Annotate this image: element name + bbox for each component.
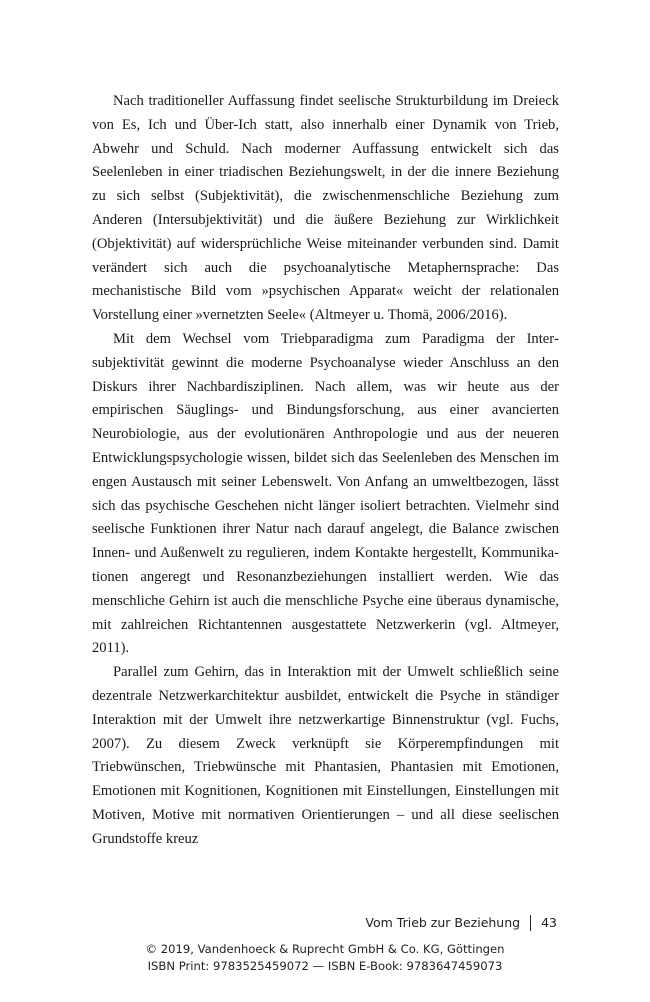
- body-text: [92, 90, 559, 852]
- paragraph-3: Parallel zum Gehirn, das in Interaktion mit der Umwelt schließlich seine dezentrale Netzwerkarchitektur ausbildet, entwickelt die Psyche in ständiger Interaktion mit der Umwelt ihre netzwerkartige Binnenstruktur (vgl. Fuchs, 2007). Zu diesem Zweck verknüpft sie Körperempfindungen mit Triebwünschen, Triebwünsche mit Phantasien, Phantasien mit Emotionen, Emotionen mit Kognitionen, Kognitionen mit Einstellungen, Einstellungen mit Motiven, Motive mit normativen Orientierungen – und all diese seelischen Grundstoffe kreuz: [92, 664, 559, 847]
- page-number: 43: [541, 915, 557, 930]
- paragraph-2: Mit dem Wechsel vom Triebparadigma zum Paradigma der Intersubjektivität gewinnt die moderne Psychoanalyse wieder Anschluss an den Diskurs ihrer Nachbardisziplinen. Nach allem, was wir heute aus der empirischen Säuglings- und Bindungsforschung, aus einer avancierten Neurobiologie, aus der evolutionären Anthropologie und aus der neueren Entwicklungspsychologie wissen, bildet sich das Seelenleben des Menschen im engen Austausch mit seiner Lebenswelt. Von Anfang an umweltbezogen, lässt sich das psychische Geschehen nicht länger isoliert betrachten. Vielmehr sind seelische Funktionen ihrer Natur nach darauf angelegt, die Balance zwischen Innen- und Außenwelt zu regulieren, indem Kontakte hergestellt, Kommunikationen angeregt und Resonanzbeziehungen installiert werden. Wie das menschliche Gehirn ist auch die menschliche Psyche eine überaus dynamische, mit zahlreichen Richtantennen ausgestattete Netzwerkerin (vgl. Altmeyer, 2011).: [92, 330, 559, 657]
- running-title: Vom Trieb zur Beziehung: [365, 915, 521, 930]
- paragraph-1: Nach traditioneller Auffassung findet seelische Strukturbildung im Dreieck von Es, Ich und Über-Ich statt, also innerhalb einer Dynamik von Trieb, Abwehr und Schuld. Nach moderner Auffassung entwickelt sich das Seelenleben in einer triadischen Beziehungswelt, in der die innere Beziehung zu sich selbst (Subjektivität), die zwischenmenschliche Beziehung zum Anderen (Intersubjektivität) und die äußere Beziehung zur Wirklichkeit (Objektivität) auf widersprüchliche Weise miteinander verbunden sind. Damit verändert sich auch die psychoanalytische Metaphernsprache: Das mechanistische Bild vom »psychischen Apparat« weicht der relationalen Vorstellung einer »vernetzten Seele« (Altmeyer u. Thomä, 2006/2016).: [92, 93, 559, 324]
- isbn-line: ISBN Print: 9783525459072 — ISBN E-Book: 9783647459073: [147, 959, 503, 973]
- copyright-notice: [0, 941, 650, 975]
- copyright-line: © 2019, Vandenhoeck & Ruprecht GmbH & Co. KG, Göttingen: [145, 942, 505, 956]
- running-footer: [365, 915, 557, 931]
- footer-separator: [530, 915, 531, 931]
